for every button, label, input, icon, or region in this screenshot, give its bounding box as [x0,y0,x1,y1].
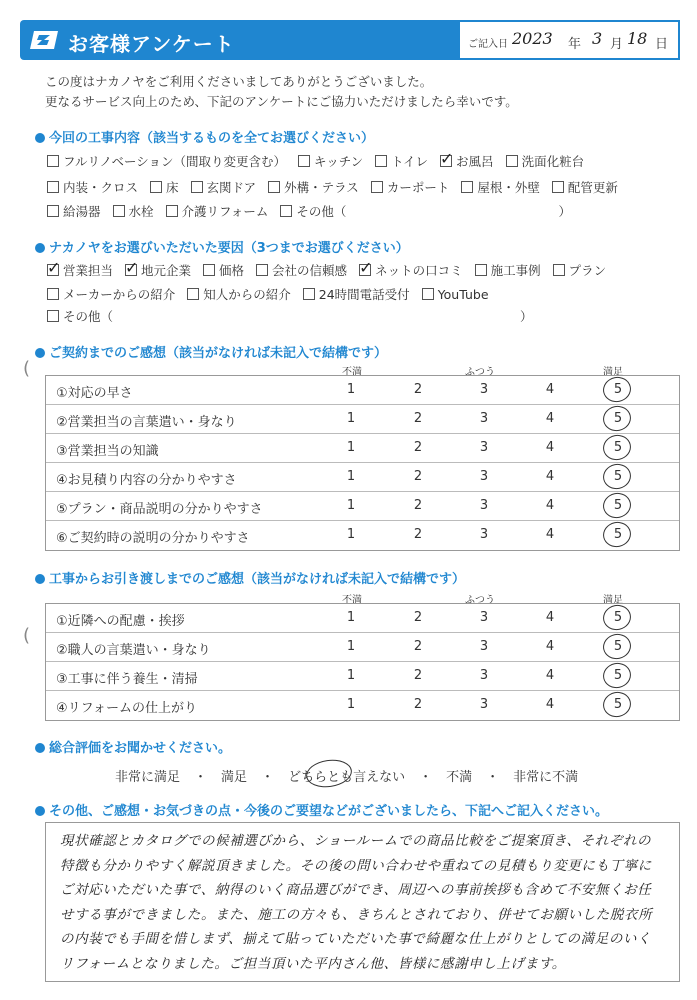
selected-circle-mark [601,490,634,520]
rating-option-2[interactable]: 2 [413,697,423,712]
scale-mid-label: ふつう [465,367,495,378]
checkbox-icon[interactable] [203,264,215,276]
q2-option-label: 施工事例 [490,263,541,278]
rating-row [46,662,679,691]
q2-option-label: プラン [568,263,607,278]
selected-circle-mark [601,403,634,433]
q3-rating-table [45,375,680,551]
selected-circle-mark [601,602,634,632]
q2-option[interactable] [553,261,607,279]
rating-row [46,405,679,434]
checkbox-icon[interactable] [371,181,383,193]
rating-option-4[interactable]: 4 [545,697,555,712]
checkbox-icon[interactable] [113,205,125,217]
selected-circle-mark [304,757,353,790]
separator-dot: ・ [419,770,433,785]
checked-box-icon[interactable] [47,264,59,276]
rating-option-1[interactable]: 1 [346,469,356,484]
rating-item-label: ②営業担当の言葉遣い・身なり [56,415,237,430]
q1-option-label: お風呂 [456,154,494,169]
rating-item-label: ①近隣への配慮・挨拶 [56,614,185,629]
rating-option-5[interactable]: 5 [613,411,623,426]
overall-rating-options [115,766,592,785]
selected-circle-mark [601,461,634,491]
q1-option[interactable] [440,152,494,170]
rating-option-3[interactable]: 3 [479,610,489,625]
q2-option-label: 会社の信頼感 [272,263,348,278]
q2-option[interactable] [359,261,463,279]
rating-option-5[interactable]: 5 [613,469,623,484]
bullet-icon [35,743,45,753]
q2-option-label: 営業担当 [63,263,114,278]
q4-rating-table [45,603,680,721]
rating-option-4[interactable]: 4 [545,527,555,542]
rating-option-4[interactable]: 4 [545,411,555,426]
q6-title: その他、ご感想・お気づきの点・今後のご要望などがございましたら、下記へご記入ください。 [35,800,608,819]
intro-line-2: 更なるサービス向上のため、下記のアンケートにご協力いただけましたら幸いです。 [45,94,518,109]
rating-option-1[interactable]: 1 [346,668,356,683]
comment-text: 現状確認とカタログでの候補選びから、ショールームでの商品比較をご提案頂き、それぞれの特徴も分かりやすく解説頂きました。その後の問い合わせや重ねての見積もり変更にも丁寧にご対応いただいた事で、納得のいく商品選びができ、周辺への事前挨拶も含めて不安無くお任せする事ができました。また、施工の方々も、きちんとされており、併せてお願いした脱衣所の内装でも手間を惜しまず、揃えて貼っていただいた事で綺麗な仕上がりとしての満足のいくリフォームとなりました。ご担当頂いた平内さん他、皆様に感謝申し上げます。 [60,833,653,972]
separator-dot: ・ [486,770,500,785]
checkbox-icon[interactable] [268,181,280,193]
rating-option-3[interactable]: 3 [479,440,489,455]
date-box [460,20,680,60]
rating-row [46,463,679,492]
q1-option-label: 屋根・外壁 [477,180,540,195]
q1-option[interactable] [461,178,540,196]
q2-option[interactable] [47,261,113,279]
q1-option[interactable] [375,152,428,170]
rating-row [46,376,679,405]
rating-option-1[interactable]: 1 [346,440,356,455]
q2-options-row-1 [47,261,618,279]
rating-option-1[interactable]: 1 [346,697,356,712]
rating-option-3[interactable]: 3 [479,498,489,513]
checkbox-icon[interactable] [422,288,434,300]
q2-option-label: 地元企業 [141,263,192,278]
q1-option-label: 給湯器 [63,204,101,219]
q1-option-label: キッチン [314,154,364,169]
rating-option-3[interactable]: 3 [479,668,489,683]
rating-option-2[interactable]: 2 [413,639,423,654]
rating-option-3[interactable]: 3 [479,639,489,654]
rating-item-label: ①対応の早さ [56,386,133,401]
separator-dot: ・ [261,770,275,785]
bullet-icon [35,806,45,816]
q1-option-label: 介護リフォーム [181,204,269,219]
rating-option-1[interactable]: 1 [346,411,356,426]
rating-item-label: ③工事に伴う養生・清掃 [56,672,198,687]
q1-option-label: 外構・テラス [284,180,359,195]
q2-option[interactable] [422,287,489,302]
q1-title: 今回の工事内容（該当するものを全てお選びください） [35,127,374,146]
rating-row [46,492,679,521]
separator-dot: ・ [194,770,208,785]
day-unit: 日 [655,37,669,52]
rating-option-4[interactable]: 4 [545,610,555,625]
checkbox-icon[interactable] [47,155,59,167]
rating-option-3[interactable]: 3 [479,527,489,542]
rating-item-label: ③営業担当の知識 [56,444,159,459]
rating-option-4[interactable]: 4 [545,382,555,397]
q1-option-label: カーポート [386,180,450,195]
rating-option-3[interactable]: 3 [479,411,489,426]
rating-option-1[interactable]: 1 [346,527,356,542]
rating-option-5[interactable]: 5 [613,639,623,654]
comment-box[interactable] [45,822,680,982]
q2-option[interactable] [47,307,113,325]
rating-row [46,691,679,720]
q1-option-label: 玄関ドア [206,180,257,195]
selected-circle-mark [601,660,634,690]
rating-option-2[interactable]: 2 [413,411,423,426]
q1-options-row-2 [47,178,630,196]
q4-title: 工事からお引き渡しまでのご感想（該当がなければ未記入で結構です） [35,568,465,587]
checkbox-icon[interactable] [150,181,162,193]
rating-option-4[interactable]: 4 [545,498,555,513]
q1-option[interactable] [371,178,450,196]
rating-option-5[interactable]: 5 [613,498,623,513]
checkbox-icon[interactable] [298,155,310,167]
rating-option-5[interactable]: 5 [613,610,623,625]
bullet-icon [35,243,45,253]
rating-option-3[interactable]: 3 [479,697,489,712]
q2-option-label: 価格 [219,263,245,278]
overall-option[interactable]: 非常に満足 [115,770,181,785]
selected-circle-mark [601,432,634,462]
scale-mid-label: ふつう [465,595,495,606]
overall-option[interactable]: 不満 [446,770,473,785]
q1-options-row-3 [47,202,571,220]
q2-option-label: ネットの口コミ [375,263,463,278]
q1-option[interactable] [47,178,138,196]
rating-option-4[interactable]: 4 [545,469,555,484]
q1-option-label: その他（ [296,204,347,219]
q1-option[interactable] [166,202,269,220]
other-close-paren: ） [558,204,571,219]
rating-option-2[interactable]: 2 [413,668,423,683]
q1-option-label: 配管更新 [567,180,618,195]
date-label: ご記入日 [468,39,508,50]
q2-option[interactable] [203,261,244,279]
q1-option[interactable] [552,178,618,196]
q1-option[interactable] [47,202,101,220]
overall-option[interactable]: 満足 [221,770,248,785]
checked-box-icon[interactable] [125,264,137,276]
checkbox-icon[interactable] [47,181,59,193]
header [0,20,697,60]
q2-option-label: メーカーからの紹介 [63,287,176,302]
q1-option-label: 床 [166,180,179,195]
date-month[interactable]: 3 [592,29,603,48]
rating-row [46,604,679,633]
checkbox-icon[interactable] [280,205,292,217]
page-title: お客様アンケート [68,32,235,56]
scale-left-label: 不満 [342,367,362,378]
q1-option-label: トイレ [391,154,429,169]
other-close-paren: ） [520,309,533,324]
rating-option-2[interactable]: 2 [413,498,423,513]
checkbox-icon[interactable] [553,264,565,276]
bracket-mark: ( [23,625,31,646]
checkbox-icon[interactable] [303,288,315,300]
q2-option-label: 知人からの紹介 [203,287,291,302]
rating-option-4[interactable]: 4 [545,668,555,683]
checkbox-icon[interactable] [506,155,518,167]
bullet-icon [35,574,45,584]
rating-option-3[interactable]: 3 [479,469,489,484]
rating-option-1[interactable]: 1 [346,498,356,513]
rating-item-label: ④お見積り内容の分かりやすさ [56,473,237,488]
bullet-icon [35,133,45,143]
checkbox-icon[interactable] [461,181,473,193]
selected-circle-mark [601,631,634,661]
q1-option-label: 洗面化粧台 [521,154,585,169]
q2-options-row-2 [47,285,501,303]
rating-option-4[interactable]: 4 [545,639,555,654]
checkbox-icon[interactable] [166,205,178,217]
intro-line-1: この度はナカノヤをご利用くださいましてありがとうございました。 [45,74,433,89]
q1-option[interactable] [47,152,286,170]
scale-left-label: 不満 [342,595,362,606]
q2-title: ナカノヤをお選びいただいた要因（3つまでお選びください） [35,237,409,256]
rating-option-5[interactable]: 5 [613,668,623,683]
q1-options-row-1 [47,152,596,170]
q1-option[interactable] [150,178,179,196]
selected-circle-mark [601,689,634,719]
rating-item-label: ⑤プラン・商品説明の分かりやすさ [56,502,263,517]
nakanoya-logo-icon [30,29,60,51]
q2-option[interactable] [125,261,191,279]
rating-row [46,633,679,662]
rating-row [46,434,679,463]
rating-option-1[interactable]: 1 [346,610,356,625]
scale-right-label: 満足 [603,595,623,606]
checkbox-icon[interactable] [187,288,199,300]
q5-title: 総合評価をお聞かせください。 [35,737,231,756]
q2-option-label: 24時間電話受付 [318,287,410,302]
selected-circle-mark [601,519,634,549]
checkbox-icon[interactable] [375,155,387,167]
rating-option-5[interactable]: 5 [613,382,623,397]
bracket-mark: ( [23,358,31,379]
q2-option[interactable] [303,285,410,303]
checkbox-icon[interactable] [191,181,203,193]
rating-option-2[interactable]: 2 [413,469,423,484]
selected-circle-mark [601,374,634,404]
rating-option-2[interactable]: 2 [413,440,423,455]
rating-option-2[interactable]: 2 [413,382,423,397]
q1-option-label: 内装・クロス [63,180,139,195]
checkbox-icon[interactable] [47,288,59,300]
scale-right-label: 満足 [603,367,623,378]
checkbox-icon[interactable] [47,310,59,322]
rating-item-label: ⑥ご契約時の説明の分かりやすさ [56,531,250,546]
rating-option-5[interactable]: 5 [613,527,623,542]
rating-option-4[interactable]: 4 [545,440,555,455]
rating-option-5[interactable]: 5 [613,440,623,455]
q2-options-row-3 [47,307,533,325]
rating-item-label: ②職人の言葉遣い・身なり [56,643,211,658]
checkbox-icon[interactable] [256,264,268,276]
q1-option[interactable] [506,152,585,170]
bullet-icon [35,348,45,358]
checkbox-icon[interactable] [552,181,564,193]
q2-option[interactable] [256,261,347,279]
rating-option-2[interactable]: 2 [413,610,423,625]
q2-option[interactable] [47,285,175,303]
rating-option-1[interactable]: 1 [346,639,356,654]
q2-option[interactable] [475,261,541,279]
date-year[interactable]: 2023 [512,29,553,48]
rating-item-label: ④リフォームの仕上がり [56,701,198,716]
q1-option[interactable] [191,178,257,196]
q1-option-label: フルリノベーション（間取り変更含む） [63,154,287,169]
checked-box-icon[interactable] [440,155,452,167]
q1-option[interactable] [280,202,346,220]
overall-option[interactable]: 非常に不満 [513,770,579,785]
q1-option-label: 水栓 [128,204,154,219]
rating-row [46,521,679,550]
date-day[interactable]: 18 [627,29,648,48]
q1-option[interactable] [268,178,359,196]
checked-box-icon[interactable] [359,264,371,276]
rating-option-5[interactable]: 5 [613,697,623,712]
checkbox-icon[interactable] [475,264,487,276]
rating-option-1[interactable]: 1 [346,382,356,397]
month-unit: 月 [610,37,624,52]
rating-option-2[interactable]: 2 [413,527,423,542]
q1-option[interactable] [298,152,363,170]
q2-option[interactable] [187,285,291,303]
q2-option-label: YouTube [437,287,489,302]
q2-option-label: その他（ [63,309,114,324]
q3-title: ご契約までのご感想（該当がなければ未記入で結構です） [35,342,387,361]
rating-option-3[interactable]: 3 [479,382,489,397]
q1-option[interactable] [113,202,154,220]
year-unit: 年 [568,37,582,52]
overall-option[interactable]: どちらとも言えない [288,770,406,785]
checkbox-icon[interactable] [47,205,59,217]
